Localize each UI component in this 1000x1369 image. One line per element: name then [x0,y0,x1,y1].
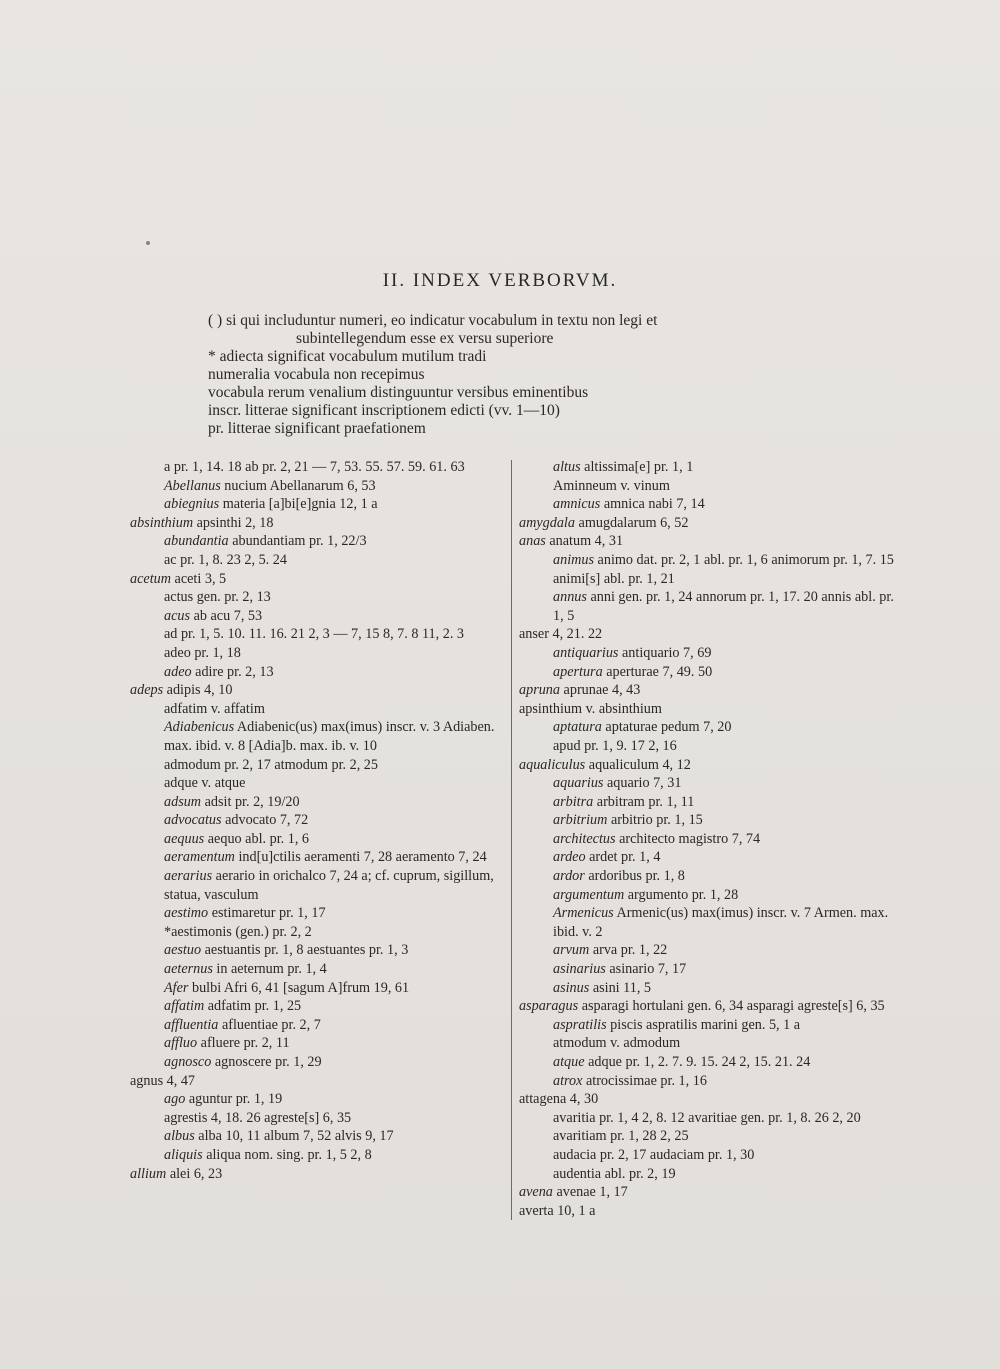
entry-text: adsit pr. 2, 19/20 [201,793,300,810]
index-entry [519,625,907,644]
entry-text: apud pr. 1, 9. 17 2, 16 [553,737,677,754]
entry-lemma: acus [164,607,191,624]
entry-lemma: albus [164,1128,195,1145]
entry-lemma: affatim [164,998,205,1015]
index-entry [519,867,907,886]
entry-text: apsinthium v. absinthium [519,700,662,717]
index-entry [519,997,907,1016]
entry-text: aptaturae pedum 7, 20 [601,719,732,736]
entry-text: agnoscere pr. 1, 29 [211,1054,322,1070]
index-entry [130,588,508,607]
entry-text: admodum pr. 2, 17 atmodum pr. 2, 25 [164,756,378,773]
index-entry [130,774,508,793]
entry-lemma: Adiabenicus [164,719,235,736]
entry-text: aperturae 7, 49. 50 [602,663,713,680]
entry-text: attagena 4, 30 [519,1091,599,1108]
index-entry [519,1090,907,1109]
entry-text: ac pr. 1, 8. 23 2, 5. 24 [164,551,287,568]
index-entry [519,495,907,514]
entry-text: atmodum v. admodum [553,1035,681,1052]
entry-text: anser 4, 21. 22 [519,626,603,643]
entry-text: in aeternum pr. 1, 4 [212,961,327,978]
entry-lemma: aequus [164,830,205,847]
entry-lemma: adeps [130,682,164,699]
index-entry [519,551,907,588]
entry-text: audacia pr. 2, 17 audaciam pr. 1, 30 [553,1146,755,1163]
legend-note: vocabula rerum venalium distinguuntur versibus eminentibus [208,384,589,401]
index-entry [519,793,907,812]
entry-text: estimaretur pr. 1, 17 [208,905,326,922]
page-title: II. INDEX VERBORVM. [382,270,618,291]
index-entry [130,923,508,942]
index-entry [519,458,907,477]
index-entry [130,867,508,904]
entry-text: advocato 7, 72 [221,812,309,829]
index-entry [130,477,508,496]
index-entry [519,811,907,830]
entry-lemma: aestimo [164,905,209,922]
index-entry [519,848,907,867]
index-entry [130,532,508,551]
entry-lemma: aliquis [164,1146,203,1163]
index-entry [519,477,907,496]
index-entry [130,960,508,979]
index-entry [519,1109,907,1146]
index-entry [519,941,907,960]
index-entry [519,1165,907,1184]
index-entry [130,663,508,682]
index-column-left [130,458,508,1183]
entry-text: piscis aspratilis marini gen. 5, 1 a [606,1016,801,1033]
index-entry [130,848,508,867]
index-entry [130,997,508,1016]
entry-text: agrestis 4, 18. 26 agreste[s] 6, 35 [164,1109,352,1126]
index-entry [130,718,508,755]
legend-notes [208,312,828,438]
entry-lemma: amnicus [553,496,601,513]
entry-lemma: affluentia [164,1016,219,1033]
entry-text: arva pr. 1, 22 [589,942,668,959]
entry-lemma: abundantia [164,533,229,550]
entry-text: anni gen. pr. 1, 24 annorum pr. 1, 17. 20 annis abl. pr. 1, 5 [553,589,894,624]
entry-lemma: altus [553,459,581,475]
legend-note: subintellegendum esse ex versu superiore [296,330,554,347]
index-entry [130,756,508,775]
entry-lemma: acetum [130,570,171,587]
entry-text: averta 10, 1 a [519,1202,596,1219]
entry-text: ardet pr. 1, 4 [585,849,661,866]
entry-text: Armenic(us) max(imus) inscr. v. 7 Armen. max. ibid. v. 2 [553,905,889,940]
index-entry [130,1072,508,1091]
entry-lemma: anas [519,533,546,550]
index-entry [130,570,508,589]
column-divider [511,460,512,1220]
entry-lemma: adsum [164,793,202,810]
entry-text: ab acu 7, 53 [190,607,263,624]
entry-lemma: absinthium [130,514,194,531]
entry-text: aliqua nom. sing. pr. 1, 5 2, 8 [202,1146,372,1163]
entry-lemma: architectus [553,830,616,847]
entry-lemma: aspratilis [553,1016,607,1033]
index-entry [130,1034,508,1053]
entry-text: aequo abl. pr. 1, 6 [204,830,310,847]
entry-lemma: argumentum [553,886,625,903]
entry-lemma: adeo [164,663,192,680]
index-entry [130,811,508,830]
entry-lemma: asinus [553,979,590,996]
entry-lemma: amygdala [519,514,575,531]
entry-text: amugdalarum 6, 52 [574,514,689,531]
entry-text: agnus 4, 47 [130,1072,196,1089]
entry-text: adeo pr. 1, 18 [164,644,241,661]
entry-text: alba 10, 11 album 7, 52 alvis 9, 17 [194,1128,394,1145]
entry-text: arbitrio pr. 1, 15 [607,812,703,829]
entry-text: asparagi hortulani gen. 6, 34 asparagi agreste[s] 6, 35 [578,998,885,1015]
entry-text: ad pr. 1, 5. 10. 11. 16. 21 2, 3 — 7, 15 8, 7. 8 11, 2. 3 [164,626,465,643]
entry-text: anatum 4, 31 [545,533,624,550]
entry-text: nucium Abellanarum 6, 53 [220,477,376,494]
index-entry [130,607,508,626]
entry-text: alei 6, 23 [166,1165,223,1182]
legend-note: numeralia vocabula non recepimus [208,366,425,383]
index-entry [519,1034,907,1053]
index-entry [130,514,508,533]
index-entry [519,700,907,719]
entry-lemma: aestuo [164,942,202,959]
entry-text: altissima[e] pr. 1, 1 [580,459,694,475]
entry-lemma: atque [553,1054,585,1070]
index-entry [130,551,508,570]
entry-lemma: Afer [164,979,189,996]
index-entry [519,1183,907,1202]
entry-text: architecto magistro 7, 74 [615,830,761,847]
index-entry [519,737,907,756]
legend-note: * adiecta significat vocabulum mutilum tradi [208,348,487,365]
entry-lemma: arbitrium [553,812,608,829]
legend-note: pr. litterae significant praefationem [208,420,426,437]
index-entry [519,756,907,775]
index-entry [130,644,508,663]
index-entry [130,625,508,644]
entry-lemma: asparagus [519,998,579,1015]
entry-text: adire pr. 2, 13 [191,663,274,680]
index-entry [519,1072,907,1091]
entry-text: aguntur pr. 1, 19 [185,1091,283,1108]
index-entry [519,1202,907,1221]
index-entry [130,1016,508,1035]
index-entry [130,941,508,960]
index-entry [130,1090,508,1109]
entry-lemma: Armenicus [553,905,614,922]
index-entry [519,644,907,663]
entry-text: avenae 1, 17 [552,1184,628,1201]
index-entry [519,681,907,700]
index-entry [519,886,907,905]
entry-text: a pr. 1, 14. 18 ab pr. 2, 21 — 7, 53. 55. 57. 59. 61. 63 [164,459,465,475]
entry-lemma: Abellanus [164,477,221,494]
index-entry [519,514,907,533]
index-entry [130,979,508,998]
entry-lemma: arbitra [553,793,594,810]
entry-lemma: animus [553,551,594,568]
index-entry [519,718,907,737]
entry-lemma: ardeo [553,849,586,866]
entry-text: atrocissimae pr. 1, 16 [582,1072,707,1089]
entry-lemma: aqualiculus [519,756,586,773]
entry-text: apsinthi 2, 18 [193,514,274,531]
index-column-right [519,458,907,1220]
entry-lemma: advocatus [164,812,222,829]
entry-text: audentia abl. pr. 2, 19 [553,1165,676,1182]
entry-text: adfatim v. affatim [164,700,265,717]
entry-text: argumento pr. 1, 28 [624,886,739,903]
entry-lemma: antiquarius [553,644,619,661]
legend-note: ( ) si qui includuntur numeri, eo indicatur vocabulum in textu non legi et [208,312,658,329]
index-entry [519,663,907,682]
index-entry [130,904,508,923]
index-entry [130,793,508,812]
entry-text: aestuantis pr. 1, 8 aestuantes pr. 1, 3 [201,942,409,959]
index-entry [130,700,508,719]
entry-text: adque pr. 1, 2. 7. 9. 15. 24 2, 15. 21. 24 [584,1054,811,1070]
index-entry [519,1146,907,1165]
entry-text: Aminneum v. vinum [553,477,670,494]
entry-lemma: avena [519,1184,553,1201]
index-entry [519,532,907,551]
entry-lemma: ardor [553,868,585,885]
entry-text: asini 11, 5 [589,979,652,996]
entry-text: antiquario 7, 69 [618,644,712,661]
entry-text: afluere pr. 2, 11 [197,1035,290,1052]
entry-text: aqualiculum 4, 12 [585,756,691,773]
entry-text: animo dat. pr. 2, 1 abl. pr. 1, 6 animorum pr. 1, 7. 15 animi[s] abl. pr. 1, 21 [553,551,894,587]
entry-text: aceti 3, 5 [170,570,227,587]
entry-lemma: aeternus [164,961,213,978]
index-entry [519,588,907,625]
index-entry [130,458,508,477]
entry-lemma: arvum [553,942,590,959]
index-entry [130,681,508,700]
entry-text: materia [a]bi[e]gnia 12, 1 a [219,496,378,513]
entry-text: adfatim pr. 1, 25 [204,998,302,1015]
index-entry [519,960,907,979]
entry-lemma: ago [164,1091,186,1108]
index-entry [519,1016,907,1035]
index-entry [519,979,907,998]
index-entry [130,1127,508,1146]
entry-lemma: apruna [519,682,560,699]
entry-lemma: aquarius [553,775,604,792]
entry-text: afluentiae pr. 2, 7 [218,1016,321,1033]
ink-speck [146,241,150,245]
entry-text: asinario 7, 17 [605,961,687,978]
index-entry [519,774,907,793]
entry-text: abundantiam pr. 1, 22/3 [228,533,367,550]
entry-lemma: asinarius [553,961,606,978]
entry-lemma: aptatura [553,719,602,736]
index-entry [519,830,907,849]
entry-text: amnica nabi 7, 14 [600,496,705,513]
entry-lemma: apertura [553,663,603,680]
entry-text: ardoribus pr. 1, 8 [584,868,685,885]
legend-note: inscr. litterae significant inscriptionem edicti (vv. 1—10) [208,402,560,419]
entry-text: ind[u]ctilis aeramenti 7, 28 aeramento 7, 24 [234,849,487,866]
entry-text: avaritia pr. 1, 4 2, 8. 12 avaritiae gen. pr. 1, 8. 26 2, 20 avaritiam pr. 1, 28 2, 25 [553,1109,861,1145]
entry-text: bulbi Afri 6, 41 [sagum A]frum 19, 61 [188,979,410,996]
entry-lemma: aeramentum [164,849,235,866]
entry-lemma: annus [553,589,587,606]
entry-text: Adiabenic(us) max(imus) inscr. v. 3 Adiaben. max. ibid. v. 8 [Adia]b. max. ib. v. 10 [164,719,495,754]
entry-lemma: allium [130,1165,167,1182]
entry-text: aquario 7, 31 [603,775,682,792]
index-entry [519,1053,907,1072]
entry-lemma: agnosco [164,1054,212,1070]
entry-lemma: abiegnius [164,496,220,513]
entry-text: arbitram pr. 1, 11 [593,793,695,810]
index-entry [130,830,508,849]
entry-text: aerario in orichalco 7, 24 a; cf. cuprum, sigillum, statua, vasculum [164,868,494,903]
index-entry [130,1165,508,1184]
entry-lemma: atrox [553,1072,583,1089]
entry-lemma: affluo [164,1035,198,1052]
index-entry [130,1146,508,1165]
entry-text: aprunae 4, 43 [560,682,641,699]
index-entry [519,904,907,941]
index-entry [130,1053,508,1072]
entry-text: *aestimonis (gen.) pr. 2, 2 [164,923,312,940]
entry-text: actus gen. pr. 2, 13 [164,589,271,606]
index-entry [130,495,508,514]
entry-lemma: aerarius [164,868,213,885]
entry-text: adipis 4, 10 [163,682,233,699]
entry-text: adque v. atque [164,775,246,792]
index-entry [130,1109,508,1128]
